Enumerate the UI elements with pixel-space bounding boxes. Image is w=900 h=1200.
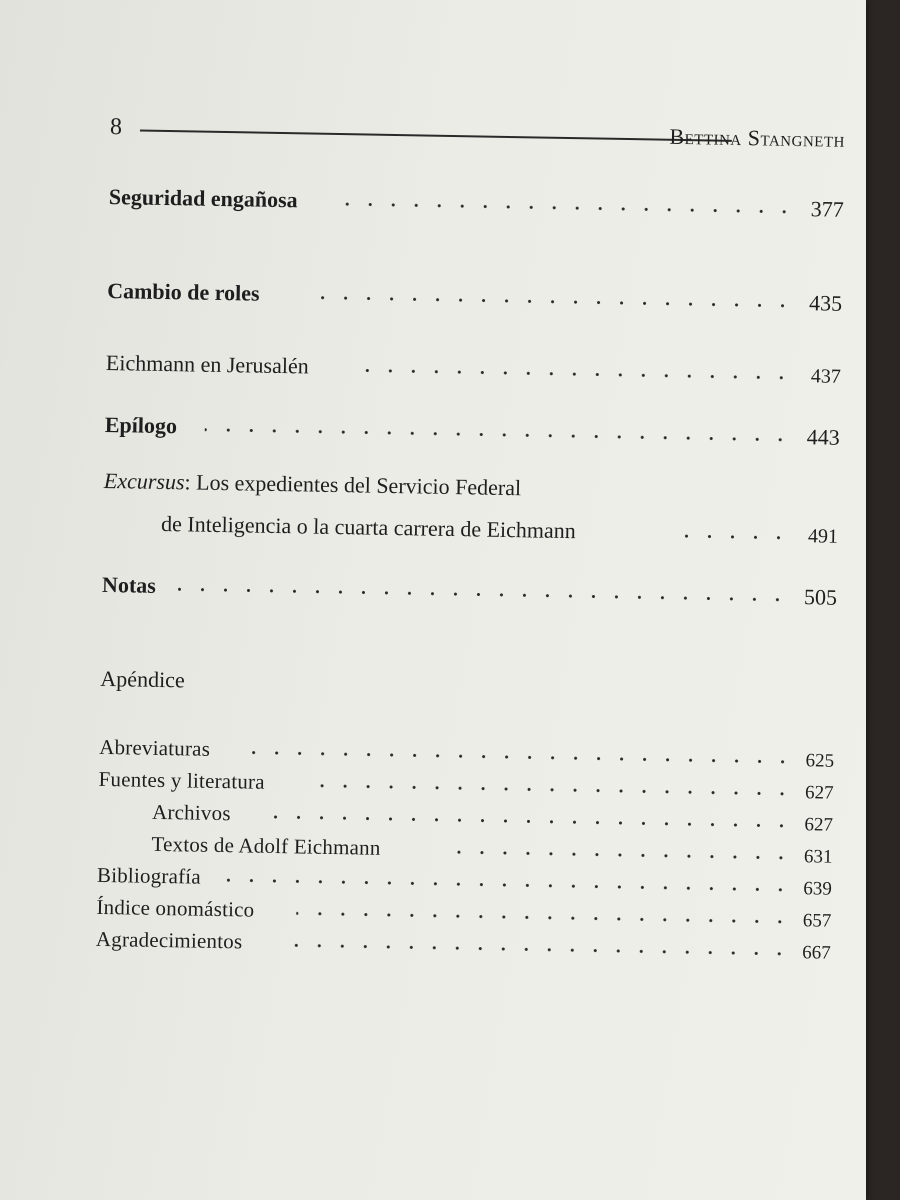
toc-entry-page: 443 <box>806 424 840 450</box>
toc-entry-excursus-line1 <box>104 468 522 501</box>
toc-entry-page: 627 <box>804 814 834 836</box>
toc-entry-page: 657 <box>802 910 832 932</box>
table-of-contents <box>91 0 847 1200</box>
toc-entry-label: Índice onomástico <box>96 894 255 922</box>
toc-entry-label: de Inteligencia o la cuarta carrera de Eichmann <box>160 510 576 544</box>
toc-entry-page: 491 <box>807 525 839 548</box>
toc-entry-eichmann-jerusalen <box>106 344 841 389</box>
toc-entry-page: 437 <box>810 365 841 388</box>
toc-entry-label: Epílogo <box>104 411 178 439</box>
toc-entry-label: Seguridad engañosa <box>108 183 298 213</box>
appendix-title: Apéndice <box>100 665 185 693</box>
toc-entry-page: 627 <box>804 782 834 804</box>
toc-entry-label: Cambio de roles <box>106 277 260 306</box>
toc-entry-label: Bibliografía <box>96 862 202 889</box>
toc-entry-excursus <box>103 504 838 549</box>
toc-entry-page: 639 <box>803 878 833 900</box>
dot-leader <box>665 531 790 543</box>
dot-leader <box>341 199 796 217</box>
dot-leader <box>286 940 791 959</box>
excursus-title: : Los expedientes del Servicio Federal <box>184 469 522 501</box>
toc-entry-page: 435 <box>808 290 843 316</box>
toc-entry-page: 631 <box>803 846 833 868</box>
toc-entry-label: Fuentes y literatura <box>98 766 265 794</box>
toc-entry-page: 625 <box>805 750 835 772</box>
toc-entry-cambio-de-roles <box>107 272 842 317</box>
dot-leader <box>303 292 794 311</box>
toc-entry-label: Notas <box>101 571 157 598</box>
toc-entry-seguridad <box>109 178 844 223</box>
page-number: 8 <box>109 114 123 141</box>
toc-entry-label: Textos de Adolf Eichmann <box>151 831 381 860</box>
dot-leader <box>443 847 792 863</box>
toc-entry-label: Agradecimientos <box>95 926 243 954</box>
dot-leader <box>354 365 793 383</box>
toc-entry-epilogo <box>105 406 840 451</box>
book-cover-edge <box>862 0 900 1200</box>
toc-entry-label: Archivos <box>151 799 231 826</box>
dot-leader <box>205 425 792 445</box>
toc-entry-page: 505 <box>803 584 838 610</box>
running-head-author: Bettina Stangneth <box>669 123 846 152</box>
toc-entry-notas <box>102 566 837 611</box>
toc-entry-page: 667 <box>802 942 831 964</box>
toc-entry-label: Abreviaturas <box>99 734 211 761</box>
excursus-italic-label: Excursus <box>103 467 185 495</box>
toc-entry-label: Eichmann en Jerusalén <box>105 349 309 379</box>
dot-leader <box>178 584 789 605</box>
toc-entry-page: 377 <box>810 196 844 222</box>
